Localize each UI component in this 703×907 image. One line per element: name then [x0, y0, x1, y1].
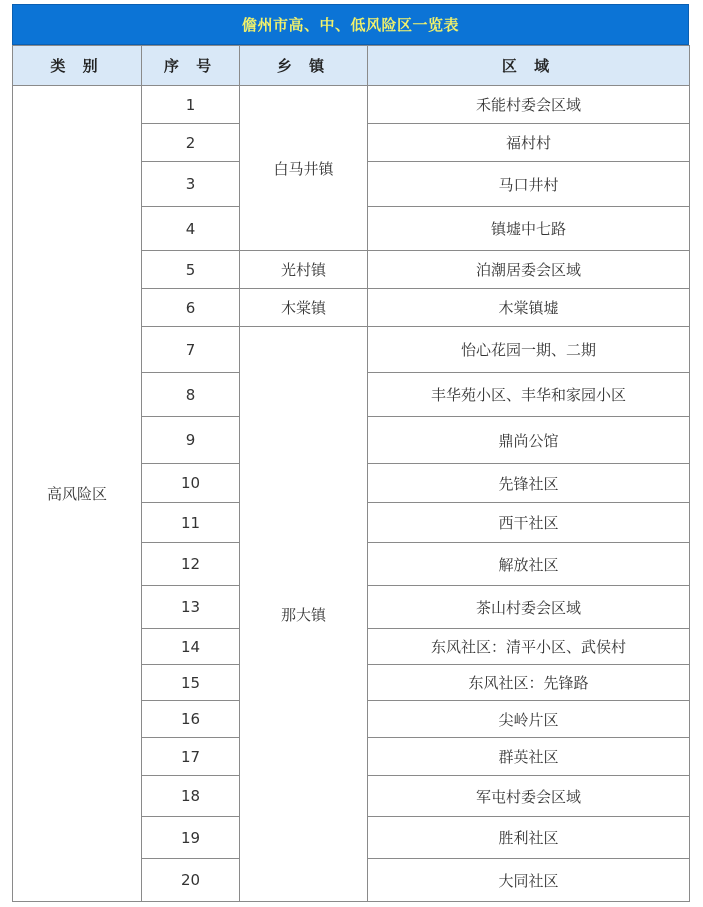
row-number-cell: 15 — [142, 665, 240, 701]
area-cell: 泊潮居委会区域 — [368, 251, 690, 289]
category-cell: 高风险区 — [13, 86, 142, 902]
area-cell: 丰华苑小区、丰华和家园小区 — [368, 373, 690, 417]
row-number-cell: 14 — [142, 629, 240, 665]
header-town: 乡 镇 — [240, 46, 368, 86]
area-cell: 镇墟中七路 — [368, 207, 690, 251]
row-number-cell: 9 — [142, 417, 240, 464]
area-cell: 茶山村委会区域 — [368, 586, 690, 629]
area-cell: 怡心花园一期、二期 — [368, 327, 690, 373]
row-number-cell: 1 — [142, 86, 240, 124]
table-body — [13, 86, 690, 902]
area-cell: 群英社区 — [368, 738, 690, 776]
area-cell: 东风社区：清平小区、武侯村 — [368, 629, 690, 665]
row-number-cell: 3 — [142, 162, 240, 207]
area-cell: 西干社区 — [368, 503, 690, 543]
town-cell: 光村镇 — [240, 251, 368, 289]
area-cell: 尖岭片区 — [368, 701, 690, 738]
row-number-cell: 11 — [142, 503, 240, 543]
header-area: 区 域 — [368, 46, 690, 86]
town-cell: 木棠镇 — [240, 289, 368, 327]
area-cell: 军屯村委会区域 — [368, 776, 690, 817]
row-number-cell: 18 — [142, 776, 240, 817]
area-cell: 大同社区 — [368, 859, 690, 902]
risk-area-table-container — [12, 4, 689, 902]
row-number-cell: 10 — [142, 464, 240, 503]
table-title-bar — [12, 4, 689, 45]
row-number-cell: 19 — [142, 817, 240, 859]
area-cell: 解放社区 — [368, 543, 690, 586]
town-cell: 那大镇 — [240, 327, 368, 902]
row-number-cell: 6 — [142, 289, 240, 327]
row-number-cell: 4 — [142, 207, 240, 251]
row-number-cell: 8 — [142, 373, 240, 417]
row-number-cell: 12 — [142, 543, 240, 586]
area-cell: 木棠镇墟 — [368, 289, 690, 327]
row-number-cell: 13 — [142, 586, 240, 629]
risk-area-table — [12, 45, 690, 902]
row-number-cell: 20 — [142, 859, 240, 902]
row-number-cell: 16 — [142, 701, 240, 738]
row-number-cell: 5 — [142, 251, 240, 289]
area-cell: 胜利社区 — [368, 817, 690, 859]
row-number-cell: 7 — [142, 327, 240, 373]
town-cell: 白马井镇 — [240, 86, 368, 251]
header-category: 类 别 — [13, 46, 142, 86]
row-number-cell: 2 — [142, 124, 240, 162]
area-cell: 福村村 — [368, 124, 690, 162]
area-cell: 马口井村 — [368, 162, 690, 207]
area-cell: 先锋社区 — [368, 464, 690, 503]
row-number-cell: 17 — [142, 738, 240, 776]
header-number: 序 号 — [142, 46, 240, 86]
area-cell: 东风社区：先锋路 — [368, 665, 690, 701]
area-cell: 鼎尚公馆 — [368, 417, 690, 464]
table-title: 儋州市高、中、低风险区一览表 — [241, 16, 459, 34]
table-row — [13, 86, 690, 124]
table-header-row — [13, 46, 690, 86]
area-cell: 禾能村委会区域 — [368, 86, 690, 124]
